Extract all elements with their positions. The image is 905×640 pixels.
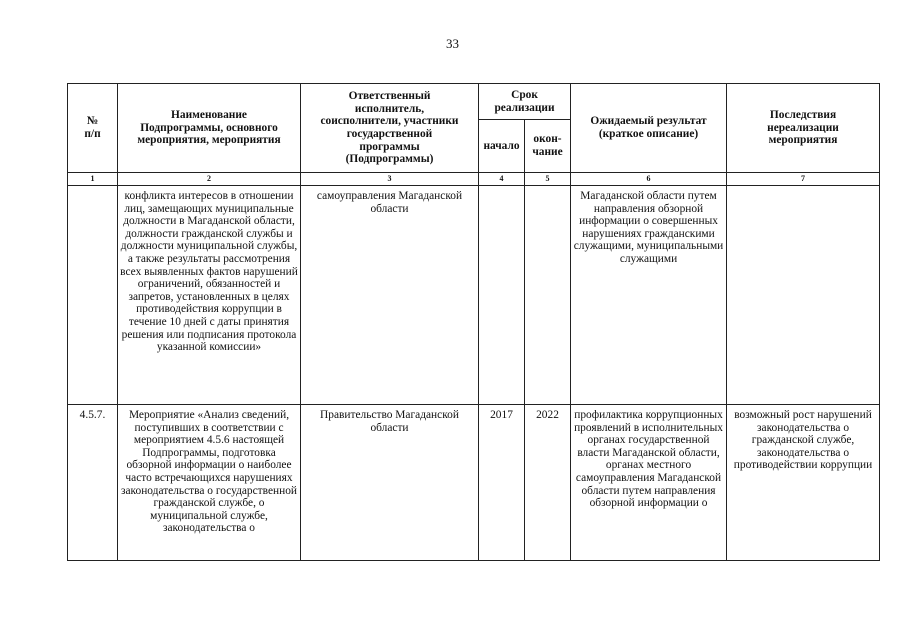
table-row — [68, 405, 880, 561]
row-name: конфликта интересов в отношении лиц, замещающих муниципальные должности в Магаданской области, должности гражданской службы и должности муниципальной службы, а также результаты рассмотрения всех выявленных фактов нарушений ограничений, обязанностей и запретов, установленных в целях противодействия коррупции в течение 10 дней с даты принятия решения или подписания протокола указанной комиссии» — [118, 186, 301, 405]
row-result: профилактика коррупционных проявлений в исполнительных органах государственной власти Магаданской области, органах местного самоуправления Магаданской области путем направления обзорной информации о — [571, 405, 727, 561]
header-term: Срок реализации — [479, 84, 571, 120]
row-consequences: возможный рост нарушений законодательства о гражданской службе, законодательства о противодействии коррупции — [727, 405, 880, 561]
row-result: Магаданской области путем направления обзорной информации о совершенных нарушениях гражданскими служащими, муниципальными служащими — [571, 186, 727, 405]
column-number: 4 — [479, 173, 525, 186]
row-number — [68, 186, 118, 405]
page-number: 33 — [446, 36, 459, 51]
row-end: 2022 — [525, 405, 571, 561]
row-start: 2017 — [479, 405, 525, 561]
header-name: Наименование Подпрограммы, основного мероприятия, мероприятия — [118, 84, 301, 173]
header-start: начало — [479, 120, 525, 173]
column-number: 7 — [727, 173, 880, 186]
header-num: № п/п — [68, 84, 118, 173]
column-number: 1 — [68, 173, 118, 186]
header-end: окон- чание — [525, 120, 571, 173]
column-number: 6 — [571, 173, 727, 186]
column-number-row — [68, 173, 880, 186]
row-consequences — [727, 186, 880, 405]
header-consequences: Последствия нереализации мероприятия — [727, 84, 880, 173]
column-number: 3 — [301, 173, 479, 186]
header-result: Ожидаемый результат (краткое описание) — [571, 84, 727, 173]
row-name: Мероприятие «Анализ сведений, поступивших в соответствии с мероприятием 4.5.6 настоящей Подпрограммы, подготовка обзорной информации о наиболее часто встречающихся нарушениях законодательства о государственной гражданской службе, о муниципальной службе, законодательства о — [118, 405, 301, 561]
table-row — [68, 186, 880, 405]
column-number: 2 — [118, 173, 301, 186]
row-start — [479, 186, 525, 405]
program-table — [67, 83, 880, 561]
row-responsible: самоуправления Магаданской области — [301, 186, 479, 405]
row-responsible: Правительство Магаданской области — [301, 405, 479, 561]
header-row — [68, 84, 880, 120]
column-number: 5 — [525, 173, 571, 186]
row-number: 4.5.7. — [68, 405, 118, 561]
header-responsible: Ответственный исполнитель, соисполнители, участники государственной программы (Подпрограммы) — [301, 84, 479, 173]
row-end — [525, 186, 571, 405]
